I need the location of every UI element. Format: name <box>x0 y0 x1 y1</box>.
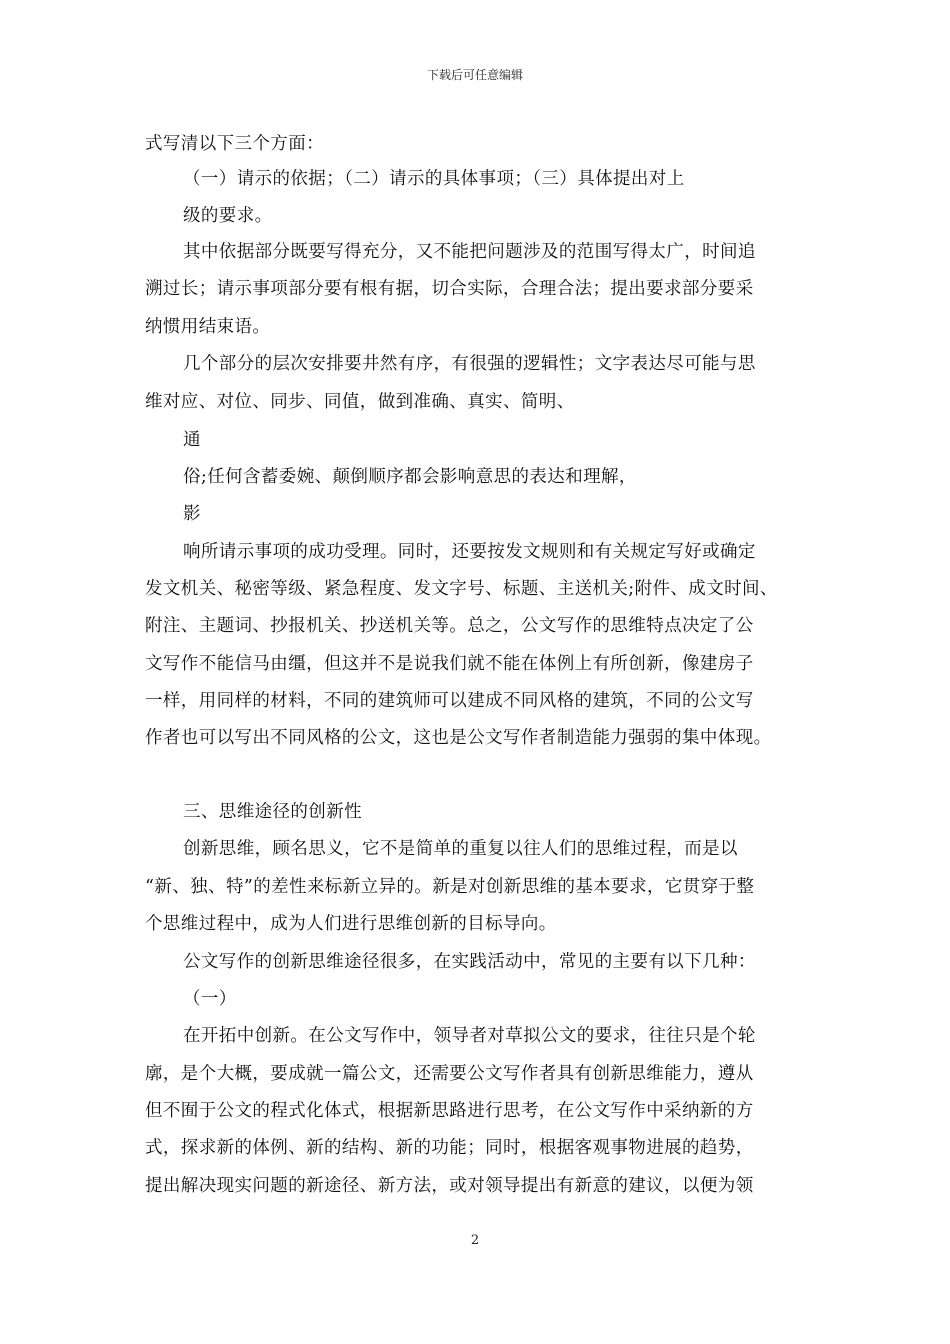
text-line: 个思维过程中，成为人们进行思维创新的目标导向。 <box>145 914 557 934</box>
page-header: 下载后可任意编辑 <box>426 68 523 82</box>
text-line: 式写清以下三个方面： <box>145 134 324 154</box>
text-line: 文写作不能信马由缰，但这并不是说我们就不能在体例上有所创新，像建房子 <box>145 654 754 674</box>
text-line: 通 <box>183 430 201 450</box>
section-heading: 三、思维途径的创新性 <box>183 802 362 822</box>
text-line: 但不囿于公文的程式化体式，根据新思路进行思考，在公文写作中采纳新的方 <box>145 1101 754 1121</box>
text-line: （一） <box>183 989 237 1009</box>
text-line: 纳惯用结束语。 <box>145 317 271 337</box>
text-line: （一）请示的依据；（二）请示的具体事项；（三）具体提出对上 <box>183 169 685 189</box>
text-line: 公文写作的创新思维途径很多，在实践活动中，常见的主要有以下几种： <box>183 952 756 972</box>
text-line: 附注、主题词、抄报机关、抄送机关等。总之，公文写作的思维特点决定了公 <box>145 616 754 636</box>
text-line: 式，探求新的体例、新的结构、新的功能；同时，根据客观事物进展的趋势， <box>145 1138 754 1158</box>
text-line: 在开拓中创新。在公文写作中，领导者对草拟公文的要求，往往只是个轮 <box>183 1026 756 1046</box>
text-line: 俗;任何含蓄委婉、颠倒顺序都会影响意思的表达和理解， <box>183 467 637 487</box>
text-line: “新、独、特”的差性来标新立异的。新是对创新思维的基本要求，它贯穿于整 <box>145 877 755 897</box>
text-line: 提出解决现实问题的新途径、新方法，或对领导提出有新意的建议，以便为领 <box>145 1176 754 1196</box>
text-line: 发文机关、秘密等级、紧急程度、发文字号、标题、主送机关;附件、成文时间、 <box>145 579 778 599</box>
text-line: 几个部分的层次安排要井然有序，有很强的逻辑性；文字表达尽可能与思 <box>183 354 756 374</box>
text-line: 作者也可以写出不同风格的公文，这也是公文写作者制造能力强弱的集中体现。 <box>145 728 772 748</box>
text-line: 维对应、对位、同步、同值，做到准确、真实、简明、 <box>145 392 575 412</box>
text-line: 创新思维，顾名思义，它不是简单的重复以往人们的思维过程，而是以 <box>183 839 738 859</box>
text-line: 影 <box>183 504 201 524</box>
page-number: 2 <box>470 1233 480 1248</box>
text-line: 一样，用同样的材料，不同的建筑师可以建成不同风格的建筑，不同的公文写 <box>145 691 754 711</box>
text-line: 廓，是个大概，要成就一篇公文，还需要公文写作者具有创新思维能力，遵从 <box>145 1064 754 1084</box>
text-line: 其中依据部分既要写得充分，又不能把问题涉及的范围写得太广，时间追 <box>183 242 756 262</box>
text-line: 溯过长；请示事项部分要有根有据，切合实际，合理合法；提出要求部分要采 <box>145 279 754 299</box>
text-line: 响所请示事项的成功受理。同时，还要按发文规则和有关规定写好或确定 <box>183 542 756 562</box>
text-line: 级的要求。 <box>183 206 273 226</box>
